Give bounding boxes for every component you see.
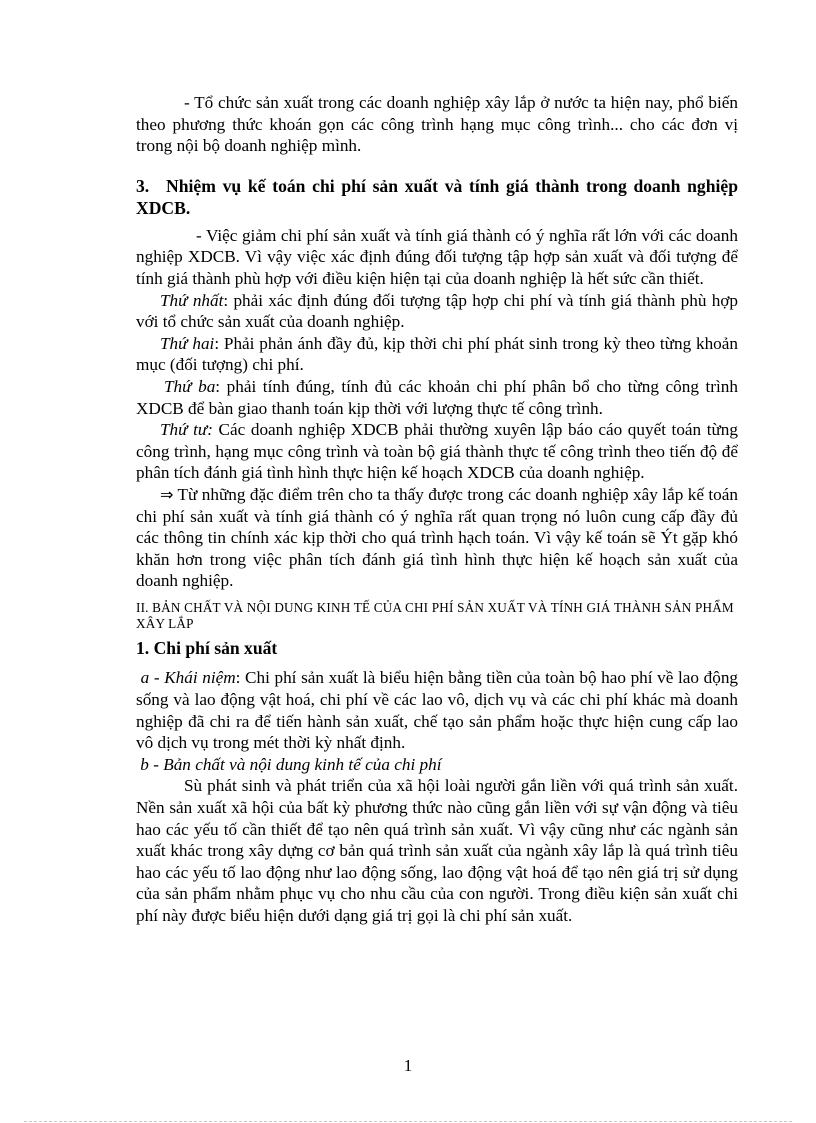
thu-tu-label: Thứ tư: xyxy=(160,420,213,440)
khai-niem-title: Khái niệm xyxy=(164,668,236,688)
conclusion-text: Từ những đặc điểm trên cho ta thấy được trong các doanh nghiệp xây lắp kế toán chi phí sản xuất và tính giá thành có ý nghĩa rất quan trọng nó luôn cung cấp đầy đủ các thông tin chính xác kịp thời cho quá trình hạch toán. Vì vậy kế toán sẽ Ýt gặp khó khăn hơn trong việc phân tích đánh giá tình hình thực hiện kế hoạch sản xuất của doanh nghiệp. xyxy=(136,484,738,591)
page-number: 1 xyxy=(403,1056,413,1075)
page-bottom-divider xyxy=(24,1121,792,1122)
thu-hai-paragraph xyxy=(136,333,738,376)
intro-paragraph: - Tổ chức sản xuất trong các doanh nghiệp xây lắp ở nước ta hiện nay, phổ biến theo phương thức khoán gọn các công trình hạng mục công trình... cho các đơn vị trong nội bộ doanh nghiệp mình. xyxy=(136,93,738,156)
ban-chat-label: b - xyxy=(140,754,164,774)
section-3-title: Nhiệm vụ kế toán chi phí sản xuất và tính giá thành trong doanh nghiệp XDCB. xyxy=(136,175,738,218)
thu-tu-paragraph xyxy=(136,419,738,484)
thu-ba-text: : phải tính đúng, tính đủ các khoản chi phí phân bổ cho từng công trình XDCB để bàn giao thanh toán kịp thời với lượng thực tế công trình. xyxy=(136,376,738,418)
thu-nhat-text: : phải xác định đúng đối tượng tập hợp chi phí và tính giá thành phù hợp với tổ chức sản xuất của doanh nghiệp. xyxy=(136,290,738,332)
section-3-heading xyxy=(136,175,738,219)
conclusion-paragraph xyxy=(136,484,738,592)
thu-hai-text: : Phải phản ánh đầy đủ, kịp thời chi phí phát sinh trong kỳ theo từng khoản mục (đối tượng) chi phí. xyxy=(136,333,738,375)
ban-chat-title: Bản chất và nội dung kinh tế của chi phí xyxy=(163,754,442,774)
ban-chat-paragraph: Sù phát sinh và phát triển của xã hội loài người gắn liền với quá trình sản xuất. Nền sản xuất xã hội của bất kỳ phương thức nào cũng gắn liền với sự vận động và tiêu hao các yếu tố cần thiết để tạo nên quá trình sản xuất. Vì vậy cũng như các ngành sản xuất khác trong xây dựng cơ bản quá trình sản xuất của ngành xây lắp là quá trình tiêu hao các yếu tố lao động như lao động sống, lao động vật hoá để tạo nên giá trị sử dụng của sản phẩm nhằm phục vụ cho nhu cầu của con người. Trong điều kiện sản xuất chi phí này được biểu hiện dưới dạng giá trị gọi là chi phí sản xuất. xyxy=(136,776,738,925)
implies-arrow-icon: ⇒ xyxy=(160,484,174,504)
thu-ba-paragraph xyxy=(136,376,738,419)
thu-nhat-paragraph xyxy=(136,290,738,333)
khai-niem-text: : Chi phí sản xuất là biểu hiện bằng tiền của toàn bộ hao phí về lao động sống và lao động vật hoá, chi phí về các lao vô, dịch vụ và các chi phí khác mà doanh nghiệp đã chi ra để tiến hành sản xuất, chế tạo sản phẩm hoặc thực hiện cung cấp lao vô dịch vụ trong mét thời kỳ nhất định. xyxy=(136,668,739,753)
khai-niem-label: a - xyxy=(140,668,165,688)
khai-niem-paragraph xyxy=(136,667,738,753)
section-ii-heading: II. BẢN CHẤT VÀ NỘI DUNG KINH TẾ CỦA CHI PHÍ SẢN XUẤT VÀ TÍNH GIÁ THÀNH SẢN PHẨM XÂY LẮP xyxy=(136,599,734,631)
thu-ba-label: Thứ ba xyxy=(164,376,216,396)
section-3-number: 3. xyxy=(136,175,150,196)
section-3-paragraph-1: - Việc giảm chi phí sản xuất và tính giá thành có ý nghĩa rất lớn với các doanh nghiệp XDCB. Vì vậy việc xác định đúng đối tượng tập hợp sản xuất và đối tượng để tính giá thành phù hợp với điều kiện hiện tại của doanh nghiệp là hết sức cần thiết. xyxy=(136,225,738,288)
section-1-heading: 1. Chi phí sản xuất xyxy=(136,637,278,658)
thu-hai-label: Thứ hai xyxy=(160,333,215,353)
thu-tu-text: Các doanh nghiệp XDCB phải thường xuyên lập báo cáo quyết toán từng công trình, hạng mục công trình và toàn bộ giá thành thực tế công trình theo tiến độ để phân tích đánh giá tình hình thực hiện kế hoạch XDCB của doanh nghiệp. xyxy=(136,420,738,483)
ban-chat-heading xyxy=(136,754,738,776)
document-page xyxy=(136,92,738,927)
thu-nhat-label: Thứ nhất xyxy=(160,290,224,310)
